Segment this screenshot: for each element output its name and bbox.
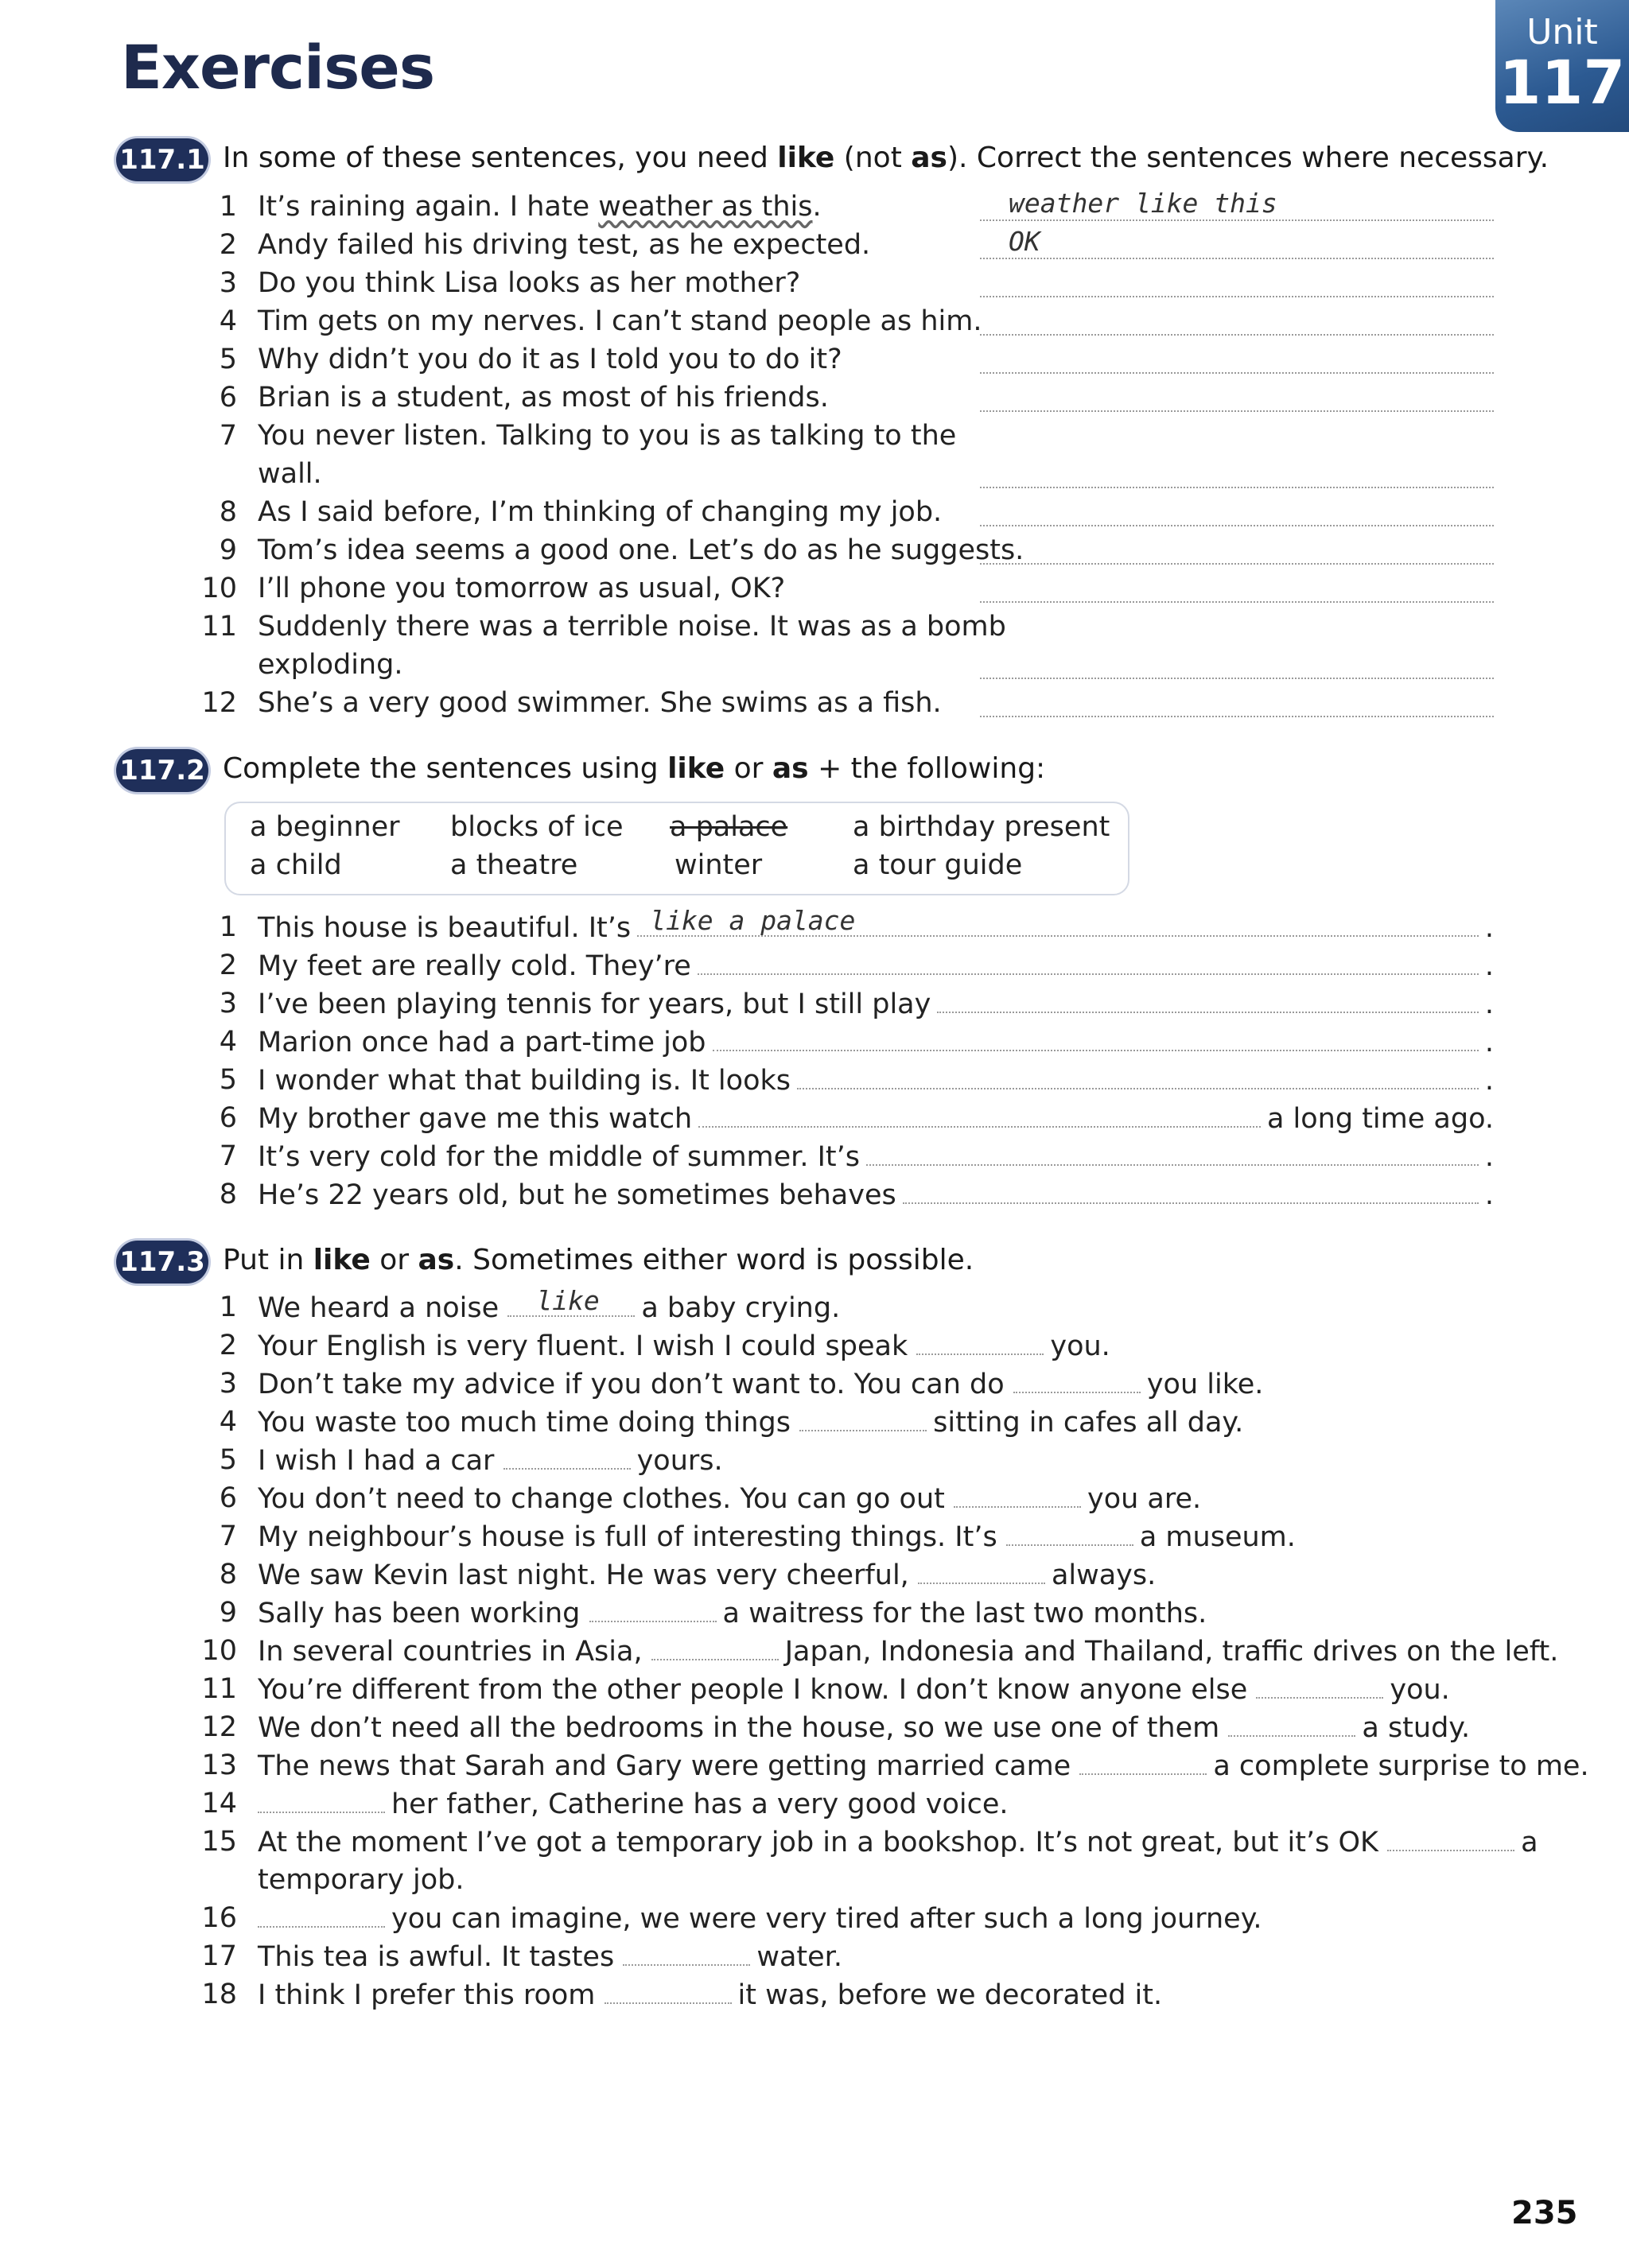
answer-blank[interactable] [258, 1784, 385, 1813]
sentence-part: We saw Kevin last night. He was very cheerful, [258, 1559, 909, 1591]
answer-blank[interactable] [589, 1594, 717, 1622]
sentence-text [258, 905, 1494, 947]
word-box-item: a birthday present [853, 811, 1110, 843]
sentence-text [258, 1975, 1162, 2014]
sentence-end: . [1484, 988, 1494, 1020]
answer-blank[interactable] [651, 1632, 779, 1660]
item-number: 15 [201, 1826, 237, 1858]
sentence-part: . [812, 191, 822, 223]
item-number: 3 [219, 1368, 237, 1400]
sentence-end: . [1484, 1065, 1494, 1097]
sentence-part: Your English is very fluent. I wish I could speak [258, 1330, 908, 1362]
sentence-part: I think I prefer this room [258, 1979, 596, 2011]
sentence-text [258, 1326, 1110, 1365]
page-number: 235 [1511, 2195, 1578, 2231]
item-number: 8 [219, 1559, 237, 1590]
sentence-part: yours. [636, 1445, 723, 1477]
sentence-part: Don’t take my advice if you don’t want to. You can do [258, 1369, 1005, 1400]
answer-blank[interactable] [698, 1099, 1261, 1128]
answer-line[interactable] [980, 493, 1494, 526]
sentence-text [258, 1023, 1494, 1062]
answer-blank[interactable] [623, 1937, 750, 1966]
unit-tab [1495, 0, 1629, 132]
answer-blank[interactable] [918, 1555, 1045, 1584]
exercise-badge-117-2: 117.2 [116, 749, 208, 792]
item-number: 12 [201, 1711, 237, 1743]
answer-line[interactable] [980, 188, 1494, 221]
sentence-part: It’s raining again. I hate [258, 191, 599, 223]
item-number: 17 [201, 1940, 237, 1972]
item-number: 14 [201, 1788, 237, 1819]
sentence-text: Andy failed his driving test, as he expected. [258, 229, 871, 261]
item-number: 11 [201, 1673, 237, 1705]
sentence-continuation: exploding. [258, 649, 403, 681]
item-number: 10 [201, 1635, 237, 1667]
sentence-end: . [1484, 1179, 1494, 1211]
sentence-end: . [1484, 1141, 1494, 1173]
word-box-item: blocks of ice [450, 811, 624, 843]
item-number: 2 [219, 229, 237, 261]
sentence-part: You waste too much time doing things [258, 1407, 791, 1439]
sentence-part: Japan, Indonesia and Thailand, traffic drives on the left. [784, 1636, 1559, 1668]
sentence-text [258, 1784, 1009, 1823]
sentence-text [258, 1670, 1450, 1709]
sentence-text [258, 984, 1494, 1023]
answer-line[interactable] [980, 340, 1494, 374]
item-number: 6 [219, 382, 237, 414]
sentence-text: You never listen. Talking to you is as talking to the [258, 420, 957, 452]
item-number: 4 [219, 1406, 237, 1438]
answer-blank[interactable] [866, 1137, 1479, 1166]
handwritten-answer: OK [1009, 226, 1040, 257]
word-box-item: a tour guide [853, 849, 1023, 881]
item-number: 9 [219, 534, 237, 566]
unit-number: 117 [1499, 47, 1626, 118]
item-number: 9 [219, 1597, 237, 1629]
item-number: 1 [219, 191, 237, 223]
sentence-text: Do you think Lisa looks as her mother? [258, 267, 801, 299]
item-number: 2 [219, 1330, 237, 1361]
sentence-part: We heard a noise [258, 1292, 500, 1324]
sentence-part: Marion once had a part-time job [258, 1027, 706, 1058]
handwritten-answer: like [536, 1285, 600, 1316]
answer-blank[interactable] [903, 1175, 1479, 1204]
item-number: 16 [201, 1902, 237, 1934]
answer-blank[interactable] [1256, 1670, 1383, 1699]
sentence-text: Brian is a student, as most of his friends. [258, 382, 829, 414]
sentence-part: I’ve been playing tennis for years, but I still play [258, 988, 931, 1020]
word-box-item: a theatre [450, 849, 578, 881]
sentence-text [258, 1899, 1262, 1938]
sentence-end: a long time ago. [1266, 1103, 1494, 1135]
answer-line[interactable] [980, 455, 1494, 488]
sentence-part: her father, Catherine has a very good voice. [391, 1788, 1009, 1820]
sentence-part: At the moment I’ve got a temporary job in a bookshop. It’s not great, but it’s OK [258, 1827, 1378, 1858]
sentence-part: always. [1051, 1559, 1157, 1591]
answer-blank[interactable] [258, 1899, 385, 1928]
answer-blank[interactable] [1228, 1708, 1355, 1737]
unit-label: Unit [1526, 12, 1598, 52]
sentence-part: sitting in cafes all day. [933, 1407, 1244, 1439]
sentence-end: . [1484, 1027, 1494, 1058]
sentence-part: Sally has been working [258, 1598, 581, 1629]
sentence-text [258, 1823, 1538, 1862]
answer-blank[interactable] [503, 1441, 631, 1470]
sentence-part: a baby crying. [641, 1292, 841, 1324]
sentence-text [258, 946, 1494, 985]
answer-line[interactable] [980, 531, 1494, 565]
sentence-part: I wish I had a car [258, 1445, 495, 1477]
sentence-end: . [1484, 912, 1494, 944]
answer-blank[interactable] [954, 1479, 1081, 1508]
item-number: 10 [201, 573, 237, 604]
item-number: 13 [201, 1750, 237, 1781]
item-number: 6 [219, 1482, 237, 1514]
sentence-text: Suddenly there was a terrible noise. It was as a bomb [258, 611, 1006, 643]
answer-blank[interactable] [637, 905, 1479, 937]
sentence-part: You’re different from the other people I know. I don’t know anyone else [258, 1674, 1248, 1706]
sentence-part: water. [756, 1941, 842, 1973]
item-number: 12 [201, 687, 237, 719]
sentence-text [258, 1708, 1470, 1747]
sentence-continuation: temporary job. [258, 1864, 465, 1896]
sentence-text [258, 1175, 1494, 1214]
answer-blank[interactable] [916, 1326, 1044, 1355]
sentence-part: it was, before we decorated it. [737, 1979, 1163, 2011]
exercise-instruction-117-1: In some of these sentences, you need like (not as). Correct the sentences where necessary. [223, 142, 1549, 174]
sentence-text [258, 1517, 1296, 1556]
item-number: 3 [219, 988, 237, 1019]
sentence-part: a complete surprise to me. [1213, 1750, 1589, 1782]
sentence-end: . [1484, 950, 1494, 982]
item-number: 7 [219, 1140, 237, 1172]
item-number: 1 [219, 1291, 237, 1323]
sentence-text: I’ll phone you tomorrow as usual, OK? [258, 573, 786, 604]
sentence-part: We don’t need all the bedrooms in the house, so we use one of them [258, 1712, 1220, 1744]
answer-blank[interactable] [1387, 1823, 1514, 1851]
item-number: 4 [219, 305, 237, 337]
sentence-text [258, 1061, 1494, 1100]
sentence-text: As I said before, I’m thinking of changing my job. [258, 496, 943, 528]
sentence-text: She’s a very good swimmer. She swims as a fish. [258, 687, 942, 719]
sentence-text [258, 1746, 1589, 1785]
exercise-instruction-117-2: Complete the sentences using like or as + the following: [223, 752, 1046, 785]
handwritten-answer: weather like this [1009, 188, 1277, 219]
sentence-text [258, 1365, 1263, 1404]
answer-blank[interactable] [1006, 1517, 1133, 1546]
sentence-part: you. [1390, 1674, 1450, 1706]
sentence-part: My brother gave me this watch [258, 1103, 693, 1135]
answer-line[interactable] [980, 684, 1494, 717]
item-number: 11 [201, 611, 237, 643]
sentence-part: a waitress for the last two months. [722, 1598, 1207, 1629]
sentence-part: a study. [1362, 1712, 1471, 1744]
answer-line[interactable] [980, 569, 1494, 603]
word-box [224, 802, 1129, 895]
sentence-text [258, 1937, 842, 1976]
sentence-text: Tim gets on my nerves. I can’t stand people as him. [258, 305, 982, 337]
answer-blank[interactable] [507, 1285, 635, 1317]
sentence-part: The news that Sarah and Gary were getting married came [258, 1750, 1071, 1782]
item-number: 2 [219, 950, 237, 981]
exercise-badge-117-1: 117.1 [116, 138, 208, 181]
item-number: 5 [219, 1064, 237, 1096]
item-number: 7 [219, 1520, 237, 1552]
word-box-item: winter [675, 849, 763, 881]
word-box-item: a child [250, 849, 342, 881]
answer-blank[interactable] [713, 1023, 1479, 1051]
sentence-text [258, 1632, 1558, 1671]
sentence-part: My neighbour’s house is full of interesting things. It’s [258, 1521, 997, 1553]
sentence-part: a [1521, 1827, 1538, 1858]
item-number: 1 [219, 911, 237, 943]
answer-blank[interactable] [698, 946, 1479, 975]
word-box-item: a beginner [250, 811, 400, 843]
exercise-instruction-117-3: Put in like or as. Sometimes either word is possible. [223, 1244, 974, 1276]
answer-blank[interactable] [1079, 1746, 1207, 1775]
sentence-text [258, 1555, 1156, 1594]
sentence-continuation: wall. [258, 458, 322, 490]
sentence-text: Tom’s idea seems a good one. Let’s do as he suggests. [258, 534, 1024, 566]
handwritten-answer: like a palace [650, 905, 856, 936]
answer-line[interactable] [980, 379, 1494, 412]
sentence-text [258, 1403, 1243, 1442]
sentence-text [258, 1099, 1494, 1138]
sentence-text [258, 188, 822, 226]
item-number: 3 [219, 267, 237, 299]
page-title: Exercises [121, 32, 435, 103]
answer-blank[interactable] [1013, 1365, 1141, 1393]
sentence-part: you are. [1087, 1483, 1202, 1515]
sentence-part: This house is beautiful. It’s [258, 912, 632, 944]
sentence-part: a museum. [1139, 1521, 1296, 1553]
item-number: 6 [219, 1102, 237, 1134]
item-number: 8 [219, 496, 237, 528]
sentence-text [258, 1285, 841, 1327]
item-number: 8 [219, 1179, 237, 1210]
sentence-text: Why didn’t you do it as I told you to do it? [258, 344, 842, 375]
underlined-phrase: weather as this [598, 191, 813, 223]
answer-line[interactable] [980, 302, 1494, 336]
sentence-part: This tea is awful. It tastes [258, 1941, 615, 1973]
sentence-part: you can imagine, we were very tired after such a long journey. [391, 1903, 1262, 1935]
answer-blank[interactable] [797, 1061, 1479, 1089]
sentence-part: you like. [1146, 1369, 1264, 1400]
sentence-part: I wonder what that building is. It looks [258, 1065, 791, 1097]
exercise-badge-117-3: 117.3 [116, 1241, 208, 1284]
sentence-text [258, 1137, 1494, 1176]
answer-blank[interactable] [605, 1975, 732, 2004]
sentence-part: He’s 22 years old, but he sometimes behaves [258, 1179, 896, 1211]
sentence-text [258, 1594, 1207, 1633]
sentence-part: My feet are really cold. They’re [258, 950, 691, 982]
answer-blank[interactable] [799, 1403, 927, 1431]
answer-line[interactable] [980, 226, 1494, 259]
answer-line[interactable] [980, 646, 1494, 679]
item-number: 4 [219, 1026, 237, 1058]
sentence-text [258, 1479, 1201, 1518]
answer-line[interactable] [980, 264, 1494, 297]
item-number: 18 [201, 1979, 237, 2010]
sentence-part: It’s very cold for the middle of summer. It’s [258, 1141, 861, 1173]
sentence-text [258, 1441, 723, 1480]
sentence-part: In several countries in Asia, [258, 1636, 643, 1668]
sentence-part: You don’t need to change clothes. You can go out [258, 1483, 945, 1515]
item-number: 5 [219, 1444, 237, 1476]
item-number: 5 [219, 344, 237, 375]
answer-blank[interactable] [937, 984, 1479, 1013]
item-number: 7 [219, 420, 237, 452]
word-box-item-crossed-out: a palace [670, 811, 788, 843]
sentence-part: you. [1050, 1330, 1110, 1362]
